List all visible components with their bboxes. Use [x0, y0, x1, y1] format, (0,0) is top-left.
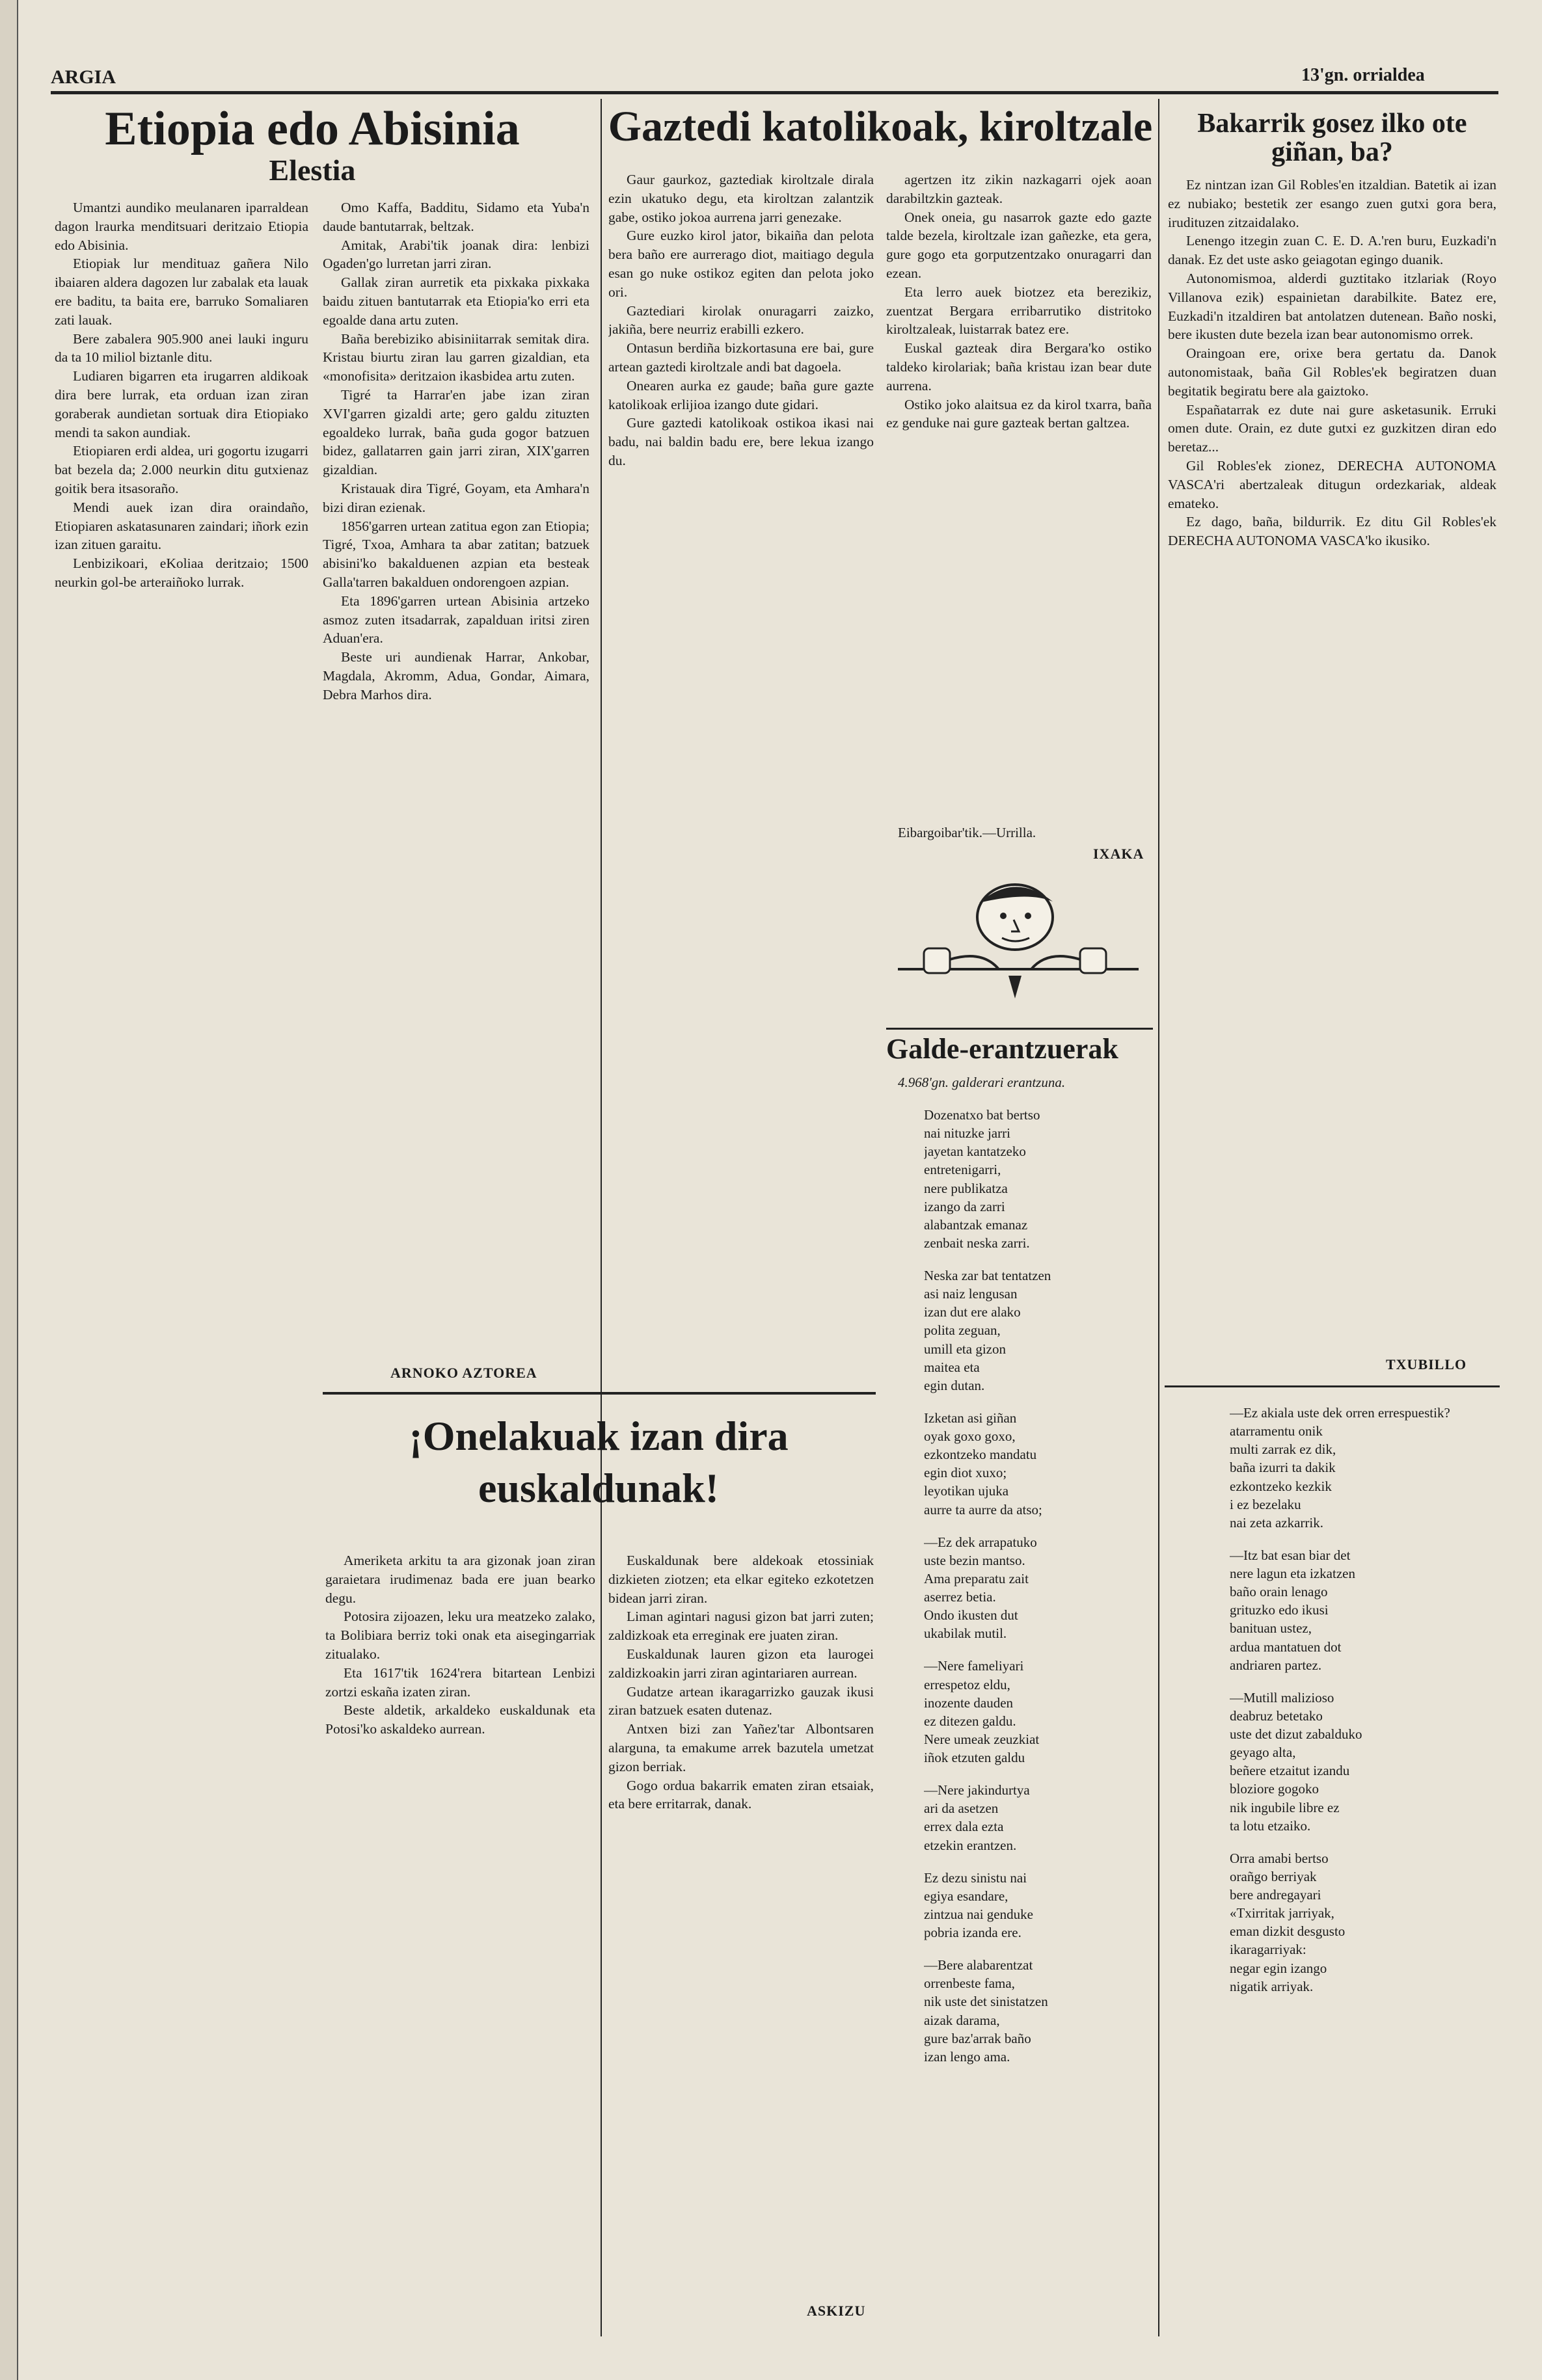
onelakuak-top-rule: [323, 1392, 876, 1395]
paragraph: Gure gaztedi katolikoak ostikoa ikasi nai badu, nai baldin badu ere, bere lekua izango du.: [608, 415, 874, 468]
verse-line: izan lengo ama.: [924, 2048, 1010, 2065]
galde-title: Galde-erantzuerak: [886, 1033, 1118, 1065]
paragraph: Eta 1617'tik 1624'rera bitartean Lenbizi zortzi eskaña izaten ziran.: [325, 1665, 595, 1700]
verse-line: etzekin erantzen.: [924, 1837, 1017, 1853]
verse-line: uste det dizut zabalduko: [1230, 1726, 1362, 1742]
verse-line: iñok etzuten galdu: [924, 1750, 1025, 1765]
verse-line: andriaren partez.: [1230, 1657, 1322, 1673]
verse-line: Ama preparatu zait: [924, 1570, 1029, 1586]
verse-stanza: [1230, 1546, 1496, 1674]
verse-line: baño orain lenago: [1230, 1584, 1328, 1600]
gaztedi-title: Gaztedi katolikoak, kiroltzale: [608, 103, 1153, 150]
verse-line: nigatik arriyak.: [1230, 1978, 1314, 1994]
verse-line: egiya esandare,: [924, 1888, 1008, 1904]
verse-line: Orra amabi bertso: [1230, 1850, 1329, 1866]
column-divider: [601, 99, 602, 2336]
paragraph: Euskaldunak bere aldekoak etossiniak dizkieten ziotzen; eta elkar egiteko ezkotetzen bidean jarri ziran.: [608, 1553, 874, 1606]
verse-line: izan dut ere alako: [924, 1304, 1021, 1320]
verse-line: —Ez akiala uste dek orren errespuestik?: [1230, 1405, 1450, 1421]
verse-line: Dozenatxo bat bertso: [924, 1107, 1040, 1123]
paragraph: Liman agintari nagusi gizon bat jarri zuten; zaldizkoak eta erreginak ere juaten ziran.: [608, 1609, 874, 1644]
adjacent-page-margin: [0, 0, 18, 2380]
paragraph: Euskal gazteak dira Bergara'ko ostiko taldeko kirolariak; baña kristau izan bear dute aurrena.: [886, 340, 1152, 394]
journal-name: ARGIA: [51, 66, 116, 88]
etiopia-signature: ARNOKO AZTOREA: [390, 1365, 537, 1381]
verse-stanza: [924, 1657, 1148, 1767]
verse-line: izango da zarri: [924, 1198, 1005, 1214]
paragraph: Ludiaren bigarren eta irugarren aldikoak dira bere lurrak, eta orduan izan ziran goraberak aundietan sortuak dira Etiopiako mendi ta sakon aundiak.: [55, 368, 308, 440]
verse-line: i ez bezelaku: [1230, 1496, 1301, 1512]
verse-line: nere lagun eta izkatzen: [1230, 1566, 1355, 1581]
verse-line: nik uste det sinistatzen: [924, 1994, 1048, 2010]
verse-stanza: [1230, 1849, 1496, 1996]
verse-line: nai zeta azkarrik.: [1230, 1514, 1323, 1531]
paragraph: Antxen bizi zan Yañez'tar Albontsaren alarguna, ta emakume arrek bazutela umetzat gizon berriak.: [608, 1721, 874, 1774]
paragraph: Gaztediari kirolak onuragarri zaizko, jakiña, bere neurriz erabilli ezkero.: [608, 302, 874, 338]
verse-line: ari da asetzen: [924, 1800, 999, 1817]
verse-line: Ez dezu sinistu nai: [924, 1869, 1027, 1886]
paragraph: Ez nintzan izan Gil Robles'en itzaldian. Batetik ai izan ez nubiako; bestetik zer esango zuen gutxi gora bera, irudituzen zitzaidalako.: [1168, 177, 1496, 230]
verse-line: jayetan kantatzeko: [924, 1143, 1026, 1160]
paragraph: Etiopiak lur mendituaz gañera Nilo ibaiaren aldera dagozen lur zabalak eta lauak ere baditu, ta baita ere, barruko Somaliaren zati lauak.: [55, 256, 308, 328]
verse-line: —Bere alabarentzat: [924, 1957, 1033, 1973]
verse-stanza: [924, 1869, 1148, 1942]
paragraph: Autonomismoa, alderdi guztitako itzlariak (Royo Villanova ezik) espainietan darabilkite. Batez ere, Euzkadi'n itzaldiren bat antolatzen dutenean. Baño noski, bere ikusten dute bezela izan bear autonomismo orrek.: [1168, 270, 1496, 343]
header-rule: [51, 91, 1498, 94]
paragraph: Lenengo itzegin zuan C. E. D. A.'ren buru, Euzkadi'n danak. Ez det uste asko geiagotan egingo duanik.: [1168, 233, 1496, 268]
paragraph: Umantzi aundiko meulanaren iparraldean dagon lraurka menditsuari deritzaio Etiopia edo Abisinia.: [55, 200, 308, 253]
paragraph: Ameriketa arkitu ta ara gizonak joan ziran garaietara irudimenaz bada ere juan bearko degu.: [325, 1553, 595, 1606]
column-divider: [1158, 99, 1159, 2336]
verse-line: banituan ustez,: [1230, 1620, 1312, 1637]
verse-line: inozente dauden: [924, 1694, 1014, 1711]
onelakuak-signature: ASKIZU: [807, 2303, 866, 2319]
onelakuak-title: ¡Onelakuak izan dira euskaldunak!: [409, 1413, 789, 1511]
verse-line: errex dala ezta: [924, 1819, 1004, 1835]
pointing-man-illustration: [885, 872, 1152, 1002]
verse-line: —Mutill malizioso: [1230, 1689, 1334, 1705]
verse-line: orañgo berriyak: [1230, 1868, 1317, 1884]
verse-line: oyak goxo goxo,: [924, 1428, 1016, 1444]
verse-line: zintzua nai genduke: [924, 1906, 1033, 1922]
paragraph: Gaur gaurkoz, gaztediak kiroltzale dirala ezin ukatuko degu, eta kiroltzan zalantzik gabe, ostiko jokoa aurrena jarri genezake.: [608, 172, 874, 225]
verse-line: ta lotu etzaiko.: [1230, 1817, 1311, 1834]
paragraph: Euskaldunak lauren gizon eta laurogei zaldizkoakin jarri ziran agintariaren aurrean.: [608, 1646, 874, 1681]
verse-line: multi zarrak ez dik,: [1230, 1441, 1336, 1458]
etiopia-title: Etiopia edo Abisinia: [105, 102, 520, 155]
paragraph: Gil Robles'ek zionez, DERECHA AUTONOMA VASCA'ri abertzaleak ditugun ordezkariak, aldeak emateko.: [1168, 457, 1496, 511]
paragraph: Gudatze artean ikaragarrizko gauzak ikusi ziran batzuek esaten dutenaz.: [608, 1683, 874, 1718]
paragraph: Amitak, Arabi'tik joanak dira: lenbizi Ogaden'go lurretan jarri ziran.: [323, 237, 589, 272]
verse-line: uste bezin mantso.: [924, 1552, 1025, 1568]
verse-stanza: [924, 1533, 1148, 1643]
paragraph: Potosira zijoazen, leku ura meatzeko zalako, ta Bolibiara berriz toki onak eta aisegingarriak zitualako.: [325, 1609, 595, 1662]
verse-stanza: [924, 1266, 1148, 1395]
verse-line: atarramentu onik: [1230, 1423, 1323, 1439]
paragraph: Eta lerro auek biotzez eta berezikiz, zuentzat Bergara erribarrutiko distritoko kiroltzaleak, luistarrak batez ere.: [886, 284, 1152, 338]
paragraph: Gallak ziran aurretik eta pixkaka pixkaka baidu zituen bantutarrak eta Etiopia'ko erri eta egoalde dana artu zuten.: [323, 274, 589, 328]
verse-line: nai nituzke jarri: [924, 1125, 1010, 1142]
verse-line: alabantzak emanaz: [924, 1216, 1028, 1233]
etiopia-column-1: [55, 198, 308, 2299]
gaztedi-column-1: [608, 170, 874, 1354]
verse-line: aserrez betia.: [924, 1589, 996, 1605]
bakarrik-bottom-rule: [1165, 1385, 1500, 1387]
paragraph: Kristauak dira Tigré, Goyam, eta Amhara'n bizi diran ezienak.: [323, 480, 589, 515]
page-number: 13'gn. orrialdea: [1301, 65, 1425, 85]
verse-stanza: [924, 1409, 1148, 1519]
paragraph: Onearen aurka ez gaude; baña gure gazte katolikoak erlijioa izango dute gidari.: [608, 377, 874, 412]
verse-line: egin diot xuxo;: [924, 1465, 1007, 1481]
verse-line: ez ditezen galdu.: [924, 1713, 1016, 1729]
verse-line: —Nere jakindurtya: [924, 1782, 1030, 1798]
galde-subtitle: 4.968'gn. galderari erantzuna.: [898, 1075, 1066, 1090]
onelakuak-column-2: [608, 1551, 874, 2306]
verse-line: umill eta gizon: [924, 1341, 1006, 1357]
bakarrik-title: Bakarrik gosez ilko ote giñan, ba?: [1197, 109, 1467, 168]
paragraph: Ostiko joko alaitsua ez da kirol txarra, baña ez genduke nai gure gazteak bertan galtzea.: [886, 396, 1152, 431]
verse-line: negar egin izango: [1230, 1960, 1327, 1976]
galde-verses: [924, 1106, 1148, 2303]
verse-line: asi naiz lengusan: [924, 1286, 1018, 1302]
verse-stanza: [1230, 1689, 1496, 1835]
verse-stanza: [924, 1956, 1148, 2066]
verse-line: leyotikan ujuka: [924, 1483, 1009, 1499]
verse-line: Izketan asi giñan: [924, 1410, 1017, 1426]
verse-line: «Txirritak jarriyak,: [1230, 1905, 1334, 1921]
verse-line: grituzko edo ikusi: [1230, 1602, 1329, 1618]
gaztedi-dateline: Eibargoibar'tik.—Urrilla.: [898, 825, 1036, 840]
verse-line: ardua mantatuen dot: [1230, 1638, 1342, 1655]
onelakuak-column-1: [325, 1551, 595, 2299]
paragraph: agertzen itz zikin nazkagarri ojek aoan darabiltzkin gazteak.: [886, 172, 1152, 206]
verse-line: errespetoz eldu,: [924, 1676, 1010, 1692]
verse-line: ezkontzeko kezkik: [1230, 1478, 1332, 1494]
paragraph: Gogo ordua bakarrik ematen ziran etsaiak, eta bere erritarrak, danak.: [608, 1777, 874, 1812]
paragraph: Bere zabalera 905.900 anei lauki inguru da ta 10 miliol biztanle ditu.: [55, 330, 308, 366]
verse-line: baña izurri ta dakik: [1230, 1460, 1336, 1476]
bakarrik-signature: TXUBILLO: [1386, 1356, 1467, 1372]
gaztedi-signature: IXAKA: [1093, 846, 1144, 862]
verse-line: beñere etzaitut izandu: [1230, 1763, 1350, 1779]
paragraph: Eta 1896'garren urtean Abisinia artzeko asmoz zuten itsadarrak, zapalduan iritsi ziren Aduan'era.: [323, 593, 589, 647]
verse-line: nere publikatza: [924, 1180, 1008, 1196]
paragraph: Beste uri aundienak Harrar, Ankobar, Magdala, Akromm, Adua, Gondar, Aimara, Debra Marhos dira.: [323, 649, 589, 702]
verse-line: entretenigarri,: [924, 1162, 1001, 1178]
paragraph: Lenbizikoari, eKoliaa deritzaio; 1500 neurkin gol-be arteraiñoko lurrak.: [55, 555, 308, 590]
paragraph: Mendi auek izan dira oraindaño, Etiopiaren askatasunaren zaindari; iñork ezin izan zituen garaitu.: [55, 499, 308, 553]
verse-line: ezkontzeko mandatu: [924, 1447, 1037, 1463]
verse-line: polita zeguan,: [924, 1322, 1001, 1339]
verse-line: —Ez dek arrapatuko: [924, 1534, 1037, 1550]
verse-line: ikaragarriyak:: [1230, 1942, 1306, 1958]
right-verses: [1230, 1404, 1496, 2301]
paragraph: Omo Kaffa, Badditu, Sidamo eta Yuba'n daude bantutarrak, beltzak.: [323, 200, 589, 234]
verse-line: aurre ta aurre da atso;: [924, 1501, 1042, 1518]
galde-top-rule: [886, 1028, 1153, 1030]
verse-stanza: [924, 1106, 1148, 1252]
paragraph: Ontasun berdiña bizkortasuna ere bai, gure artean gaztedi kiroltzale andi bat dagoela.: [608, 340, 874, 375]
verse-line: gure baz'arrak baño: [924, 2030, 1031, 2046]
verse-line: egin dutan.: [924, 1377, 985, 1393]
paragraph: Onek oneia, gu nasarrok gazte edo gazte talde bezela, kiroltzale izan gañezke, eta gera, gure gogo eta gorputzentzako onuragarri dan ezean.: [886, 209, 1152, 281]
verse-line: Ondo ikusten dut: [924, 1607, 1018, 1624]
paragraph: Españatarrak ez dute nai gure asketasunik. Erruki omen dute. Orain, ez dute gutxi ez guzkitzen diran edo beretaz...: [1168, 401, 1496, 455]
verse-line: pobria izanda ere.: [924, 1925, 1021, 1940]
verse-line: nik ingubile libre ez: [1230, 1799, 1340, 1815]
etiopia-column-2: [323, 198, 589, 1363]
verse-line: —Itz bat esan biar det: [1230, 1547, 1351, 1563]
verse-line: geyago alta,: [1230, 1745, 1296, 1761]
verse-line: bere andregayari: [1230, 1887, 1321, 1903]
verse-line: zenbait neska zarri.: [924, 1235, 1030, 1251]
verse-line: eman dizkit desgusto: [1230, 1923, 1346, 1940]
paragraph: Gure euzko kirol jator, bikaiña dan pelota bera baño ere aurrerago diot, maitiago degula esan go nuke ostikoz egiten dan pelota joko ori.: [608, 228, 874, 300]
verse-line: ukabilak mutil.: [924, 1625, 1007, 1642]
verse-line: bloziore gogoko: [1230, 1781, 1319, 1797]
paragraph: Beste aldetik, arkaldeko euskaldunak eta Potosi'ko askaldeko aurrean.: [325, 1702, 595, 1737]
verse-line: orrenbeste fama,: [924, 1975, 1015, 1992]
verse-stanza: [1230, 1404, 1496, 1532]
verse-line: deabruz betetako: [1230, 1707, 1323, 1724]
verse-line: maitea eta: [924, 1359, 980, 1375]
verse-line: Neska zar bat tentatzen: [924, 1268, 1051, 1283]
bakarrik-text: [1168, 176, 1496, 1359]
paragraph: Etiopiaren erdi aldea, uri gogortu izugarri bat bezela da; 2.000 neurkin ditu gutxienaz goitik bera itsasoraño.: [55, 443, 308, 496]
verse-line: aizak darama,: [924, 2012, 1000, 2028]
verse-stanza: [924, 1781, 1148, 1854]
verse-line: Nere umeak zeuzkiat: [924, 1731, 1040, 1747]
paragraph: Tigré ta Harrar'en jabe izan ziran XVI'garren gizaldi arte; gero galdu zituzten egoaldeko lurrak, baña guda gogor batzuen bidez, gallatarren gain jarri ziran, XIX'garren gizaldian.: [323, 386, 589, 478]
paragraph: 1856'garren urtean zatitua egon zan Etiopia; Tigré, Txoa, Amhara ta abar zatitan; batzuek abisini'ko bakalduenen azpian eta besteak Galla'tarren bakalduen ondorengoen azpian.: [323, 518, 589, 590]
paragraph: Oraingoan ere, orixe bera gertatu da. Danok autonomistaak, baña Gil Robles'ek begiratzen duan begitatik begiratu bere ala gaiztoko.: [1168, 345, 1496, 399]
paragraph: Baña berebiziko abisiniitarrak semitak dira. Kristau biurtu ziran lau garren gizaldian, eta «monofisita» deritzaion ikasbidea artu zuten.: [323, 330, 589, 384]
gaztedi-column-2: [886, 170, 1152, 814]
paragraph: Ez dago, baña, bildurrik. Ez ditu Gil Robles'ek DERECHA AUTONOMA VASCA'ko ikusiko.: [1168, 514, 1496, 549]
etiopia-subtitle: Elestia: [269, 154, 356, 187]
verse-line: —Nere fameliyari: [924, 1658, 1024, 1674]
